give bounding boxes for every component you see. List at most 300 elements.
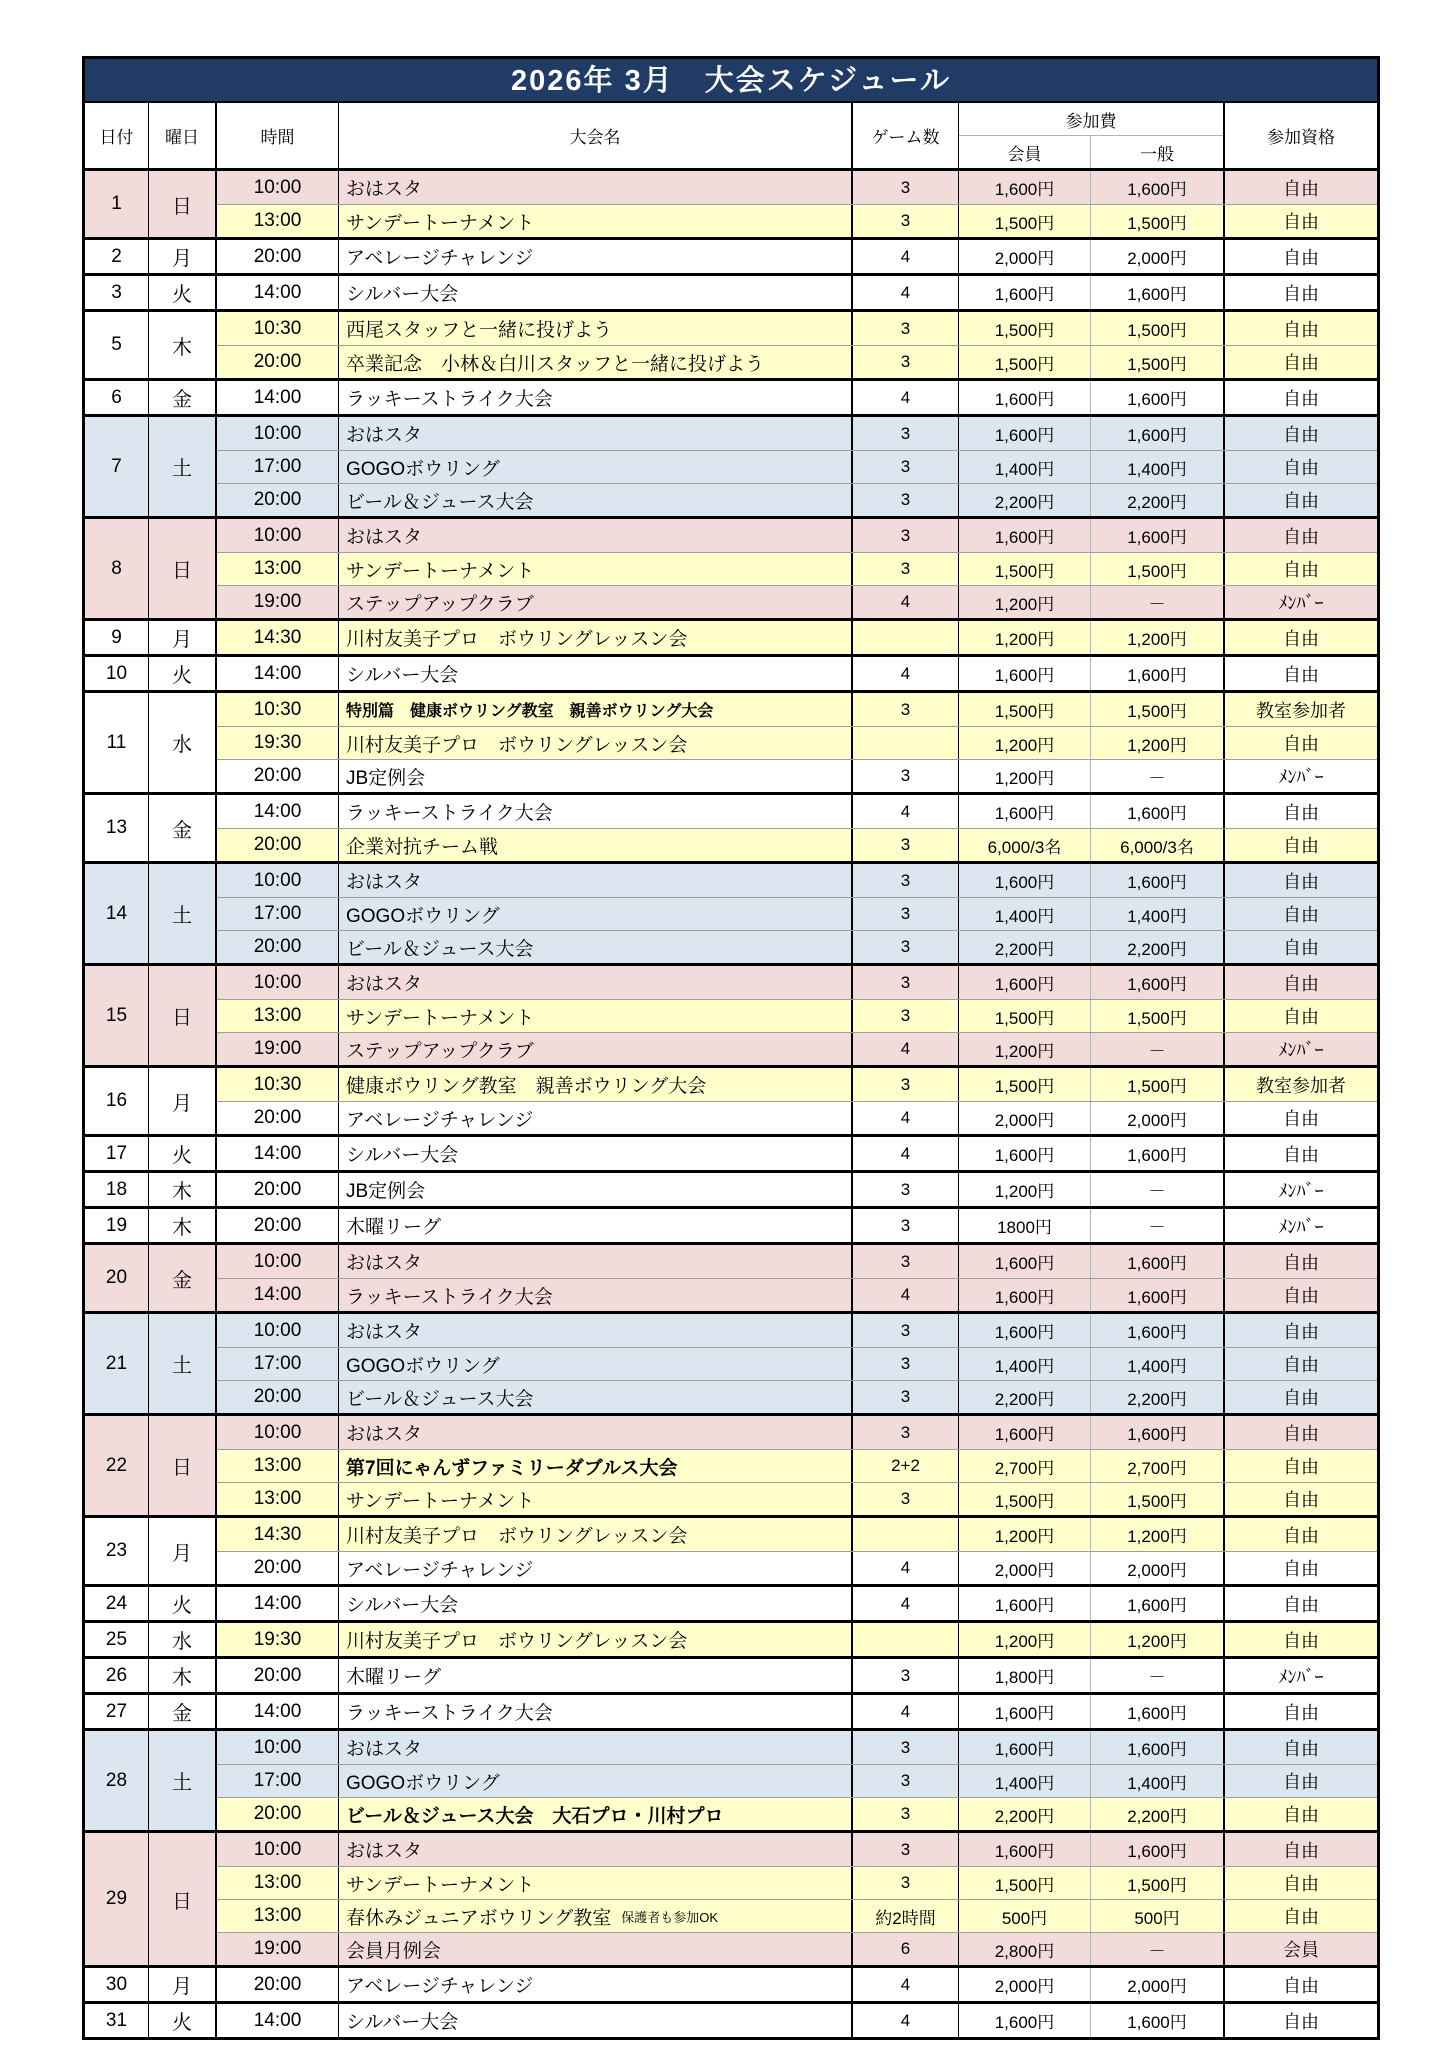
general-fee-cell: 1,500円	[1091, 1867, 1225, 1899]
schedule-body	[85, 171, 1377, 2037]
member-fee-cell: 1,200円	[959, 621, 1091, 654]
eligibility-cell: 自由	[1225, 898, 1377, 930]
header-time: 時間	[217, 103, 339, 168]
event-time: 20:00	[217, 1381, 339, 1413]
event-list	[217, 1623, 1377, 1656]
event-list	[217, 795, 1377, 861]
general-fee-cell: 1,600円	[1091, 864, 1225, 897]
event-row	[217, 552, 1377, 585]
general-fee-cell: －	[1091, 760, 1225, 792]
event-name: シルバー大会	[339, 1137, 853, 1170]
eligibility-cell: 自由	[1225, 621, 1377, 654]
event-row	[217, 1659, 1377, 1692]
general-fee-cell: 1,500円	[1091, 553, 1225, 585]
general-fee-cell: 2,200円	[1091, 1798, 1225, 1830]
event-list	[217, 1518, 1377, 1584]
general-fee-cell: 1,600円	[1091, 1245, 1225, 1278]
event-time: 14:00	[217, 1137, 339, 1170]
event-time: 17:00	[217, 1348, 339, 1380]
event-time: 19:30	[217, 727, 339, 759]
general-fee-cell: 6,000/3名	[1091, 829, 1225, 861]
schedule-table	[82, 56, 1380, 2040]
event-time: 20:00	[217, 240, 339, 273]
eligibility-cell: ﾒﾝﾊﾞｰ	[1225, 760, 1377, 792]
games-count-cell: 3	[853, 1245, 959, 1278]
eligibility-cell: 自由	[1225, 1695, 1377, 1728]
member-fee-cell: 1,500円	[959, 205, 1091, 237]
games-count-cell: 4	[853, 2004, 959, 2037]
date-group	[85, 1830, 1377, 1965]
games-count-cell: 3	[853, 1173, 959, 1206]
member-fee-cell: 1,600円	[959, 1279, 1091, 1311]
games-count-cell: 4	[853, 1695, 959, 1728]
event-row	[217, 585, 1377, 618]
day-cell: 土	[149, 417, 217, 516]
event-row	[217, 897, 1377, 930]
event-list	[217, 621, 1377, 654]
general-fee-cell: 1,500円	[1091, 205, 1225, 237]
event-list	[217, 2004, 1377, 2037]
eligibility-cell: 自由	[1225, 451, 1377, 483]
games-count-cell: 3	[853, 864, 959, 897]
games-count-cell	[853, 1623, 959, 1656]
event-row	[217, 966, 1377, 999]
member-fee-cell: 1,500円	[959, 693, 1091, 726]
date-cell: 5	[85, 312, 149, 378]
eligibility-cell: 自由	[1225, 1833, 1377, 1866]
member-fee-cell: 2,000円	[959, 1968, 1091, 2001]
eligibility-cell: 自由	[1225, 1314, 1377, 1347]
member-fee-cell: 2,700円	[959, 1450, 1091, 1482]
date-cell: 3	[85, 276, 149, 309]
games-count-cell: 4	[853, 1137, 959, 1170]
event-time: 10:00	[217, 1245, 339, 1278]
day-cell: 火	[149, 1587, 217, 1620]
games-count-cell: 3	[853, 898, 959, 930]
date-cell: 25	[85, 1623, 149, 1656]
event-row	[217, 621, 1377, 654]
member-fee-cell: 1,600円	[959, 1314, 1091, 1347]
page-title: 2026年 3月 大会スケジュール	[85, 59, 1377, 103]
general-fee-cell: 2,700円	[1091, 1450, 1225, 1482]
event-time: 14:00	[217, 381, 339, 414]
date-group	[85, 1584, 1377, 1620]
event-time: 10:00	[217, 966, 339, 999]
general-fee-cell: 1,400円	[1091, 451, 1225, 483]
event-name: ステップアップクラブ	[339, 586, 853, 618]
games-count-cell: 3	[853, 1314, 959, 1347]
games-count-cell: 4	[853, 795, 959, 828]
games-count-cell: 3	[853, 760, 959, 792]
day-cell: 日	[149, 1416, 217, 1515]
event-row	[217, 1899, 1377, 1932]
event-time: 13:00	[217, 1483, 339, 1515]
event-time: 13:00	[217, 553, 339, 585]
event-row	[217, 795, 1377, 828]
day-cell: 月	[149, 1518, 217, 1584]
general-fee-cell: 1,600円	[1091, 1587, 1225, 1620]
eligibility-cell: 自由	[1225, 1731, 1377, 1764]
event-name: 特別篇 健康ボウリング教室 親善ボウリング大会	[339, 693, 853, 726]
header-fee: 参加費	[959, 103, 1223, 136]
member-fee-cell: 1,600円	[959, 1416, 1091, 1449]
event-name: JB定例会	[339, 760, 853, 792]
games-count-cell: 4	[853, 1279, 959, 1311]
eligibility-cell: 自由	[1225, 1416, 1377, 1449]
eligibility-cell: 自由	[1225, 1587, 1377, 1620]
eligibility-cell: 自由	[1225, 519, 1377, 552]
day-cell: 木	[149, 1659, 217, 1692]
eligibility-cell: 自由	[1225, 1552, 1377, 1584]
event-list	[217, 240, 1377, 273]
day-cell: 火	[149, 1137, 217, 1170]
member-fee-cell: 6,000/3名	[959, 829, 1091, 861]
general-fee-cell: 1,600円	[1091, 1731, 1225, 1764]
header-member-fee: 会員	[959, 136, 1091, 168]
event-list	[217, 171, 1377, 237]
eligibility-cell: 自由	[1225, 1765, 1377, 1797]
day-cell: 木	[149, 1173, 217, 1206]
date-group	[85, 1728, 1377, 1830]
event-time: 20:00	[217, 1798, 339, 1830]
games-count-cell: 3	[853, 1209, 959, 1242]
date-cell: 6	[85, 381, 149, 414]
event-row	[217, 171, 1377, 204]
event-row	[217, 345, 1377, 378]
date-cell: 17	[85, 1137, 149, 1170]
event-time: 14:00	[217, 276, 339, 309]
eligibility-cell: 自由	[1225, 931, 1377, 963]
event-name: サンデートーナメント	[339, 1000, 853, 1032]
member-fee-cell: 2,000円	[959, 1102, 1091, 1134]
event-row	[217, 1866, 1377, 1899]
eligibility-cell: 自由	[1225, 1137, 1377, 1170]
event-time: 20:00	[217, 1209, 339, 1242]
games-count-cell: 3	[853, 1867, 959, 1899]
member-fee-cell: 1,600円	[959, 966, 1091, 999]
event-name: GOGOボウリング	[339, 898, 853, 930]
event-time: 19:30	[217, 1623, 339, 1656]
event-row	[217, 999, 1377, 1032]
event-row	[217, 759, 1377, 792]
member-fee-cell: 1,400円	[959, 898, 1091, 930]
general-fee-cell: 2,000円	[1091, 1552, 1225, 1584]
general-fee-cell: 1,600円	[1091, 1416, 1225, 1449]
general-fee-cell: 1,400円	[1091, 1765, 1225, 1797]
date-cell: 15	[85, 966, 149, 1065]
eligibility-cell: 自由	[1225, 1245, 1377, 1278]
event-time: 10:00	[217, 171, 339, 204]
event-name: 春休みジュニアボウリング教室 保護者も参加OK	[339, 1900, 853, 1932]
eligibility-cell: 自由	[1225, 276, 1377, 309]
date-cell: 29	[85, 1833, 149, 1965]
event-name: ビール＆ジュース大会	[339, 1381, 853, 1413]
event-name: ビール＆ジュース大会	[339, 484, 853, 516]
event-row	[217, 1932, 1377, 1965]
games-count-cell: 6	[853, 1933, 959, 1965]
date-group	[85, 309, 1377, 378]
event-name: 川村友美子プロ ボウリングレッスン会	[339, 727, 853, 759]
games-count-cell: 4	[853, 1587, 959, 1620]
event-time: 20:00	[217, 346, 339, 378]
games-count-cell	[853, 727, 959, 759]
event-list	[217, 1209, 1377, 1242]
games-count-cell: 3	[853, 1731, 959, 1764]
event-row	[217, 1731, 1377, 1764]
eligibility-cell: 自由	[1225, 484, 1377, 516]
eligibility-cell: 自由	[1225, 1102, 1377, 1134]
event-row	[217, 1416, 1377, 1449]
event-row	[217, 1551, 1377, 1584]
event-row	[217, 1764, 1377, 1797]
event-name: 企業対抗チーム戦	[339, 829, 853, 861]
day-cell: 金	[149, 381, 217, 414]
member-fee-cell: 1,400円	[959, 1348, 1091, 1380]
event-row	[217, 240, 1377, 273]
day-cell: 月	[149, 240, 217, 273]
event-name: サンデートーナメント	[339, 1483, 853, 1515]
header-general-fee: 一般	[1140, 144, 1174, 164]
event-list	[217, 1659, 1377, 1692]
day-cell: 月	[149, 1068, 217, 1134]
event-row	[217, 312, 1377, 345]
day-cell: 日	[149, 171, 217, 237]
event-name: おはスタ	[339, 966, 853, 999]
event-row	[217, 1833, 1377, 1866]
date-cell: 16	[85, 1068, 149, 1134]
eligibility-cell: ﾒﾝﾊﾞｰ	[1225, 1209, 1377, 1242]
general-fee-cell: 1,600円	[1091, 966, 1225, 999]
eligibility-cell: 教室参加者	[1225, 693, 1377, 726]
event-name: 川村友美子プロ ボウリングレッスン会	[339, 621, 853, 654]
member-fee-cell: 2,200円	[959, 931, 1091, 963]
eligibility-cell: 自由	[1225, 1518, 1377, 1551]
date-group	[85, 690, 1377, 792]
games-count-cell: 4	[853, 240, 959, 273]
event-name: 健康ボウリング教室 親善ボウリング大会	[339, 1068, 853, 1101]
event-list	[217, 693, 1377, 792]
event-name: おはスタ	[339, 417, 853, 450]
general-fee-cell: 1,600円	[1091, 2004, 1225, 2037]
general-fee-cell: 2,000円	[1091, 240, 1225, 273]
event-row	[217, 276, 1377, 309]
event-time: 17:00	[217, 1765, 339, 1797]
date-cell: 18	[85, 1173, 149, 1206]
date-group	[85, 171, 1377, 237]
event-time: 20:00	[217, 484, 339, 516]
member-fee-cell: 1,600円	[959, 1731, 1091, 1764]
event-time: 10:30	[217, 693, 339, 726]
day-cell: 木	[149, 1209, 217, 1242]
eligibility-cell: 自由	[1225, 1900, 1377, 1932]
event-list	[217, 864, 1377, 963]
event-list	[217, 276, 1377, 309]
event-list	[217, 1416, 1377, 1515]
event-name: おはスタ	[339, 1833, 853, 1866]
event-row	[217, 1968, 1377, 2001]
member-fee-cell: 1,200円	[959, 586, 1091, 618]
eligibility-cell: 自由	[1225, 417, 1377, 450]
date-cell: 1	[85, 171, 149, 237]
event-name: 木曜リーグ	[339, 1209, 853, 1242]
date-cell: 10	[85, 657, 149, 690]
date-cell: 22	[85, 1416, 149, 1515]
eligibility-cell: ﾒﾝﾊﾞｰ	[1225, 1659, 1377, 1692]
general-fee-cell: 1,600円	[1091, 657, 1225, 690]
event-list	[217, 1173, 1377, 1206]
member-fee-cell: 1,500円	[959, 346, 1091, 378]
date-group	[85, 1515, 1377, 1584]
games-count-cell: 3	[853, 1483, 959, 1515]
event-time: 19:00	[217, 1033, 339, 1065]
games-count-cell: 3	[853, 1765, 959, 1797]
member-fee-cell: 1,600円	[959, 2004, 1091, 2037]
event-time: 10:30	[217, 312, 339, 345]
date-cell: 31	[85, 2004, 149, 2037]
games-count-cell	[853, 1518, 959, 1551]
event-time: 14:00	[217, 1587, 339, 1620]
date-group	[85, 1656, 1377, 1692]
event-name: シルバー大会	[339, 657, 853, 690]
event-name: ラッキーストライク大会	[339, 1695, 853, 1728]
event-list	[217, 519, 1377, 618]
date-cell: 13	[85, 795, 149, 861]
event-name: サンデートーナメント	[339, 205, 853, 237]
event-row	[217, 726, 1377, 759]
event-list	[217, 1587, 1377, 1620]
general-fee-cell: 1,200円	[1091, 727, 1225, 759]
general-fee-cell: 1,400円	[1091, 1348, 1225, 1380]
general-fee-cell: －	[1091, 1209, 1225, 1242]
eligibility-cell: 自由	[1225, 381, 1377, 414]
date-cell: 21	[85, 1314, 149, 1413]
eligibility-cell: 自由	[1225, 657, 1377, 690]
event-time: 10:00	[217, 417, 339, 450]
eligibility-cell: 自由	[1225, 1798, 1377, 1830]
general-fee-cell: －	[1091, 1933, 1225, 1965]
eligibility-cell: 自由	[1225, 1450, 1377, 1482]
event-time: 20:00	[217, 1968, 339, 2001]
day-cell: 日	[149, 1833, 217, 1965]
event-row	[217, 1695, 1377, 1728]
eligibility-cell: ﾒﾝﾊﾞｰ	[1225, 1033, 1377, 1065]
games-count-cell: 3	[853, 829, 959, 861]
event-time: 13:00	[217, 205, 339, 237]
member-fee-cell: 1,600円	[959, 864, 1091, 897]
games-count-cell: 3	[853, 205, 959, 237]
event-time: 10:00	[217, 519, 339, 552]
general-fee-cell: 1,600円	[1091, 276, 1225, 309]
member-fee-cell: 2,800円	[959, 1933, 1091, 1965]
general-fee-cell: 1,200円	[1091, 621, 1225, 654]
date-cell: 11	[85, 693, 149, 792]
member-fee-cell: 2,200円	[959, 484, 1091, 516]
event-name: ラッキーストライク大会	[339, 381, 853, 414]
day-cell: 火	[149, 657, 217, 690]
member-fee-cell: 1,200円	[959, 1518, 1091, 1551]
event-row	[217, 450, 1377, 483]
event-time: 20:00	[217, 1659, 339, 1692]
event-time: 10:00	[217, 1416, 339, 1449]
general-fee-cell: 1,500円	[1091, 346, 1225, 378]
date-cell: 14	[85, 864, 149, 963]
day-cell: 土	[149, 1314, 217, 1413]
date-cell: 26	[85, 1659, 149, 1692]
date-cell: 7	[85, 417, 149, 516]
event-name: シルバー大会	[339, 2004, 853, 2037]
event-time: 17:00	[217, 451, 339, 483]
member-fee-cell: 1,500円	[959, 1000, 1091, 1032]
date-cell: 30	[85, 1968, 149, 2001]
member-fee-cell: 1800円	[959, 1209, 1091, 1242]
event-list	[217, 381, 1377, 414]
games-count-cell: 3	[853, 966, 959, 999]
event-name: ステップアップクラブ	[339, 1033, 853, 1065]
event-time: 10:00	[217, 1314, 339, 1347]
event-list	[217, 1245, 1377, 1311]
member-fee-cell: 1,500円	[959, 1483, 1091, 1515]
general-fee-cell: 1,600円	[1091, 795, 1225, 828]
general-fee-cell: 1,500円	[1091, 1483, 1225, 1515]
event-time: 20:00	[217, 1552, 339, 1584]
member-fee-cell: 1,600円	[959, 276, 1091, 309]
general-fee-cell: 1,500円	[1091, 1000, 1225, 1032]
member-fee-cell: 2,000円	[959, 1552, 1091, 1584]
day-cell: 火	[149, 276, 217, 309]
games-count-cell: 4	[853, 276, 959, 309]
member-fee-cell: 1,600円	[959, 657, 1091, 690]
member-fee-cell: 1,200円	[959, 1623, 1091, 1656]
event-time: 14:00	[217, 795, 339, 828]
date-cell: 8	[85, 519, 149, 618]
day-cell: 金	[149, 1695, 217, 1728]
event-name: 卒業記念 小林＆白川スタッフと一緒に投げよう	[339, 346, 853, 378]
event-row	[217, 828, 1377, 861]
event-name: GOGOボウリング	[339, 1348, 853, 1380]
event-name: おはスタ	[339, 1245, 853, 1278]
day-cell: 水	[149, 1623, 217, 1656]
date-cell: 9	[85, 621, 149, 654]
event-time: 14:00	[217, 2004, 339, 2037]
games-count-cell: 3	[853, 484, 959, 516]
eligibility-cell: ﾒﾝﾊﾞｰ	[1225, 586, 1377, 618]
member-fee-cell: 1,400円	[959, 451, 1091, 483]
event-row	[217, 1173, 1377, 1206]
event-name: シルバー大会	[339, 1587, 853, 1620]
general-fee-cell: 1,600円	[1091, 519, 1225, 552]
event-name: サンデートーナメント	[339, 1867, 853, 1899]
event-name: 木曜リーグ	[339, 1659, 853, 1692]
member-fee-cell: 1,500円	[959, 553, 1091, 585]
eligibility-cell: 自由	[1225, 829, 1377, 861]
eligibility-cell: ﾒﾝﾊﾞｰ	[1225, 1173, 1377, 1206]
event-row	[217, 1314, 1377, 1347]
member-fee-cell: 1,600円	[959, 1137, 1091, 1170]
event-list	[217, 1314, 1377, 1413]
eligibility-cell: 教室参加者	[1225, 1068, 1377, 1101]
event-row	[217, 657, 1377, 690]
header-fee-group	[959, 103, 1225, 168]
event-time: 13:00	[217, 1867, 339, 1899]
event-row	[217, 1482, 1377, 1515]
general-fee-cell: －	[1091, 1659, 1225, 1692]
games-count-cell: 3	[853, 171, 959, 204]
games-count-cell: 4	[853, 1102, 959, 1134]
general-fee-cell: 1,600円	[1091, 1137, 1225, 1170]
event-name: 川村友美子プロ ボウリングレッスン会	[339, 1518, 853, 1551]
event-time: 20:00	[217, 760, 339, 792]
games-count-cell: 4	[853, 1968, 959, 2001]
